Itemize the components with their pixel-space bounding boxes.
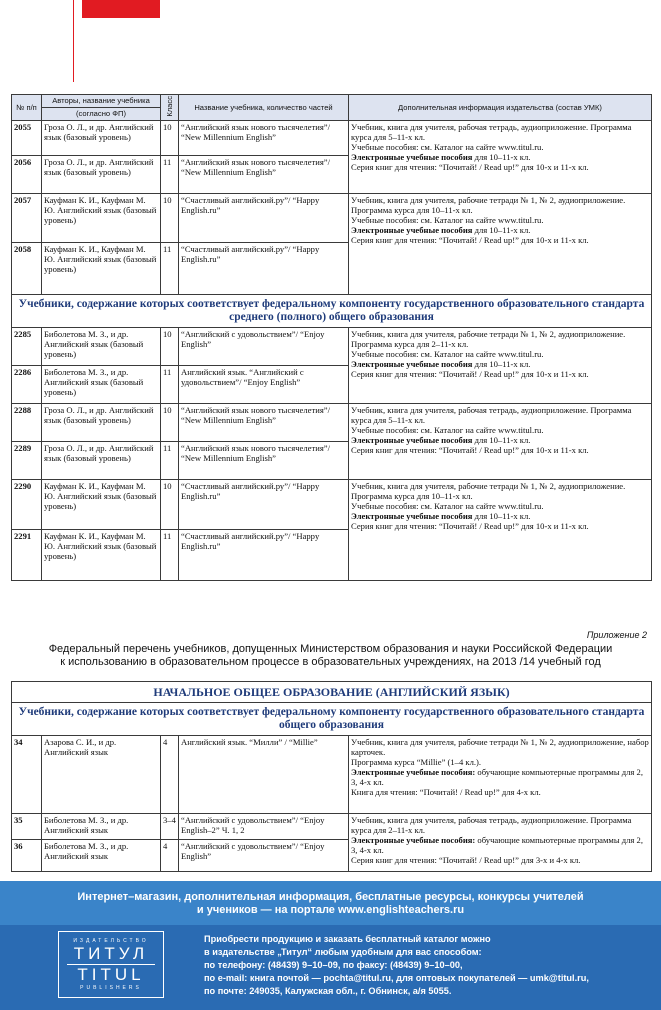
table-row: 2285 Биболетова М. З., и др. Английский язык (базовый уровень) 10 “Английский с удовольствием”/ “Enjoy English” Учебник, книга для учителя, рабочие тетради № 1, № 2, аудиоприложение. Программа курса для 2–11-х кл. Учебные пособия: см. Каталог на сайте www.titul.ru. Электронные учебные пособия для 10–11-х кл. Серия книг для чтения: “Почитай! / Read up!” для 10-х и 11-х кл. bbox=[12, 327, 652, 365]
footer-banner: Интернет–магазин, дополнительная информация, бесплатные ресурсы, конкурсы учителей и учеников — на портале www.englishteachers.ru bbox=[0, 881, 661, 925]
header-fp: (согласно ФП) bbox=[42, 107, 161, 120]
info-cell: Учебник, книга для учителя, рабочие тетради № 1, № 2, аудиоприложение, набор карточек. Программа курса “Millie” (1–4 кл.). Электронные учебные пособия: обучающие компьютерные программы для 2, 3, 4-х кл. Книга для чтения: “Почитай! / Read up!” для 4-х кл. bbox=[349, 736, 652, 814]
info-cell: Учебник, книга для учителя, рабочая тетрадь, аудиоприложение. Программа курса для 5–11-х кл. Учебные пособия: см. Каталог на сайте www.titul.ru. Электронные учебные пособия для 10–11-х кл. Серия книг для чтения: “Почитай! / Read up!” для 10-х и 11-х кл. bbox=[349, 120, 652, 193]
section-heading: Учебники, содержание которых соответствует федеральному компоненту государственного образовательного стандарта среднего (полного) общего образования bbox=[12, 294, 652, 327]
appendix-title: Федеральный перечень учебников, допущенных Министерством образования и науки Российской Федерации к использованию в образовательном процессе в образовательных учреждениях, на 2013 /14 учебный год bbox=[48, 643, 613, 668]
table-row: 34 Азарова С. И., и др. Английский язык 4 Английский язык. “Милли” / “Millie” Учебник, книга для учителя, рабочие тетради № 1, № 2, аудиоприложение, набор карточек. Программа курса “Millie” (1–4 кл.). Электронные учебные пособия: обучающие компьютерные программы для 2, 3, 4-х кл. Книга для чтения: “Почитай! / Read up!” для 4-х кл. bbox=[12, 736, 652, 814]
header-info: Дополнительная информация издательства (состав УМК) bbox=[349, 95, 652, 121]
table-row: 2289 Гроза О. Л., и др. Английский язык (базовый уровень) 11 “Английский язык нового тысячелетия”/ “New Millennium English” bbox=[12, 441, 652, 479]
header-class: Класс bbox=[161, 95, 179, 121]
table-row: 2057 Кауфман К. И., Кауфман М. Ю. Английский язык (базовый уровень) 10 “Счастливый английский.ру”/ “Happy English.ru” Учебник, книга для учителя, рабочие тетради № 1, № 2, аудиоприложение. Программа курса для 10–11-х кл. Учебные пособия: см. Каталог на сайте www.titul.ru. Электронные учебные пособия для 10–11-х кл. Серия книг для чтения: “Почитай! / Read up!” для 10-х и 11-х кл. bbox=[12, 193, 652, 242]
table-row: 2056 Гроза О. Л., и др. Английский язык (базовый уровень) 11 “Английский язык нового тысячелетия”/ “New Millennium English” bbox=[12, 155, 652, 193]
table-row: 2058 Кауфман К. И., Кауфман М. Ю. Английский язык (базовый уровень) 11 “Счастливый английский.ру”/ “Happy English.ru” bbox=[12, 242, 652, 294]
textbook-table-senior bbox=[11, 94, 652, 581]
footer bbox=[0, 881, 661, 1010]
table-row: 36 Биболетова М. З., и др. Английский язык 4 “Английский с удовольствием”/ “Enjoy English” bbox=[12, 840, 652, 872]
corner-block bbox=[82, 0, 160, 18]
info-cell: Учебник, книга для учителя, рабочая тетрадь, аудиоприложение. Программа курса для 2–11-х кл. Электронные учебные пособия: обучающие компьютерные программы для 2, 3, 4-х кл. Серия книг для чтения: “Почитай! / Read up!” для 3-х и 4-х кл. bbox=[349, 814, 652, 872]
table-row: 2288 Гроза О. Л., и др. Английский язык (базовый уровень) 10 “Английский язык нового тысячелетия”/ “New Millennium English” Учебник, книга для учителя, рабочая тетрадь, аудиоприложение. Программа курса для 5–11-х кл. Учебные пособия: см. Каталог на сайте www.titul.ru. Электронные учебные пособия для 10–11-х кл. Серия книг для чтения: “Почитай! / Read up!” для 10-х и 11-х кл. bbox=[12, 403, 652, 441]
info-cell: Учебник, книга для учителя, рабочие тетради № 1, № 2, аудиоприложение. Программа курса для 10–11-х кл. Учебные пособия: см. Каталог на сайте www.titul.ru. Электронные учебные пособия для 10–11-х кл. Серия книг для чтения: “Почитай! / Read up!” для 10-х и 11-х кл. bbox=[349, 479, 652, 580]
corner-line bbox=[73, 0, 74, 82]
table-row: 2055 Гроза О. Л., и др. Английский язык (базовый уровень) 10 “Английский язык нового тысячелетия”/ “New Millennium English” Учебник, книга для учителя, рабочая тетрадь, аудиоприложение. Программа курса для 5–11-х кл. Учебные пособия: см. Каталог на сайте www.titul.ru. Электронные учебные пособия для 10–11-х кл. Серия книг для чтения: “Почитай! / Read up!” для 10-х и 11-х кл. bbox=[12, 120, 652, 155]
info-cell: Учебник, книга для учителя, рабочая тетрадь, аудиоприложение. Программа курса для 5–11-х кл. Учебные пособия: см. Каталог на сайте www.titul.ru. Электронные учебные пособия для 10–11-х кл. Серия книг для чтения: “Почитай! / Read up!” для 10-х и 11-х кл. bbox=[349, 403, 652, 479]
table-row: 2290 Кауфман К. И., Кауфман М. Ю. Английский язык (базовый уровень) 10 “Счастливый английский.ру”/ “Happy English.ru” Учебник, книга для учителя, рабочие тетради № 1, № 2, аудиоприложение. Программа курса для 10–11-х кл. Учебные пособия: см. Каталог на сайте www.titul.ru. Электронные учебные пособия для 10–11-х кл. Серия книг для чтения: “Почитай! / Read up!” для 10-х и 11-х кл. bbox=[12, 479, 652, 529]
info-cell: Учебник, книга для учителя, рабочие тетради № 1, № 2, аудиоприложение. Программа курса для 2–11-х кл. Учебные пособия: см. Каталог на сайте www.titul.ru. Электронные учебные пособия для 10–11-х кл. Серия книг для чтения: “Почитай! / Read up!” для 10-х и 11-х кл. bbox=[349, 327, 652, 403]
header-authors: Авторы, название учебника bbox=[42, 95, 161, 108]
table-row: 35 Биболетова М. З., и др. Английский язык 3–4 “Английский с удовольствием”/ “Enjoy English–2” Ч. 1, 2 Учебник, книга для учителя, рабочая тетрадь, аудиоприложение. Программа курса для 2–11-х кл. Электронные учебные пособия: обучающие компьютерные программы для 2, 3, 4-х кл. Серия книг для чтения: “Почитай! / Read up!” для 3-х и 4-х кл. bbox=[12, 814, 652, 840]
header-title: Название учебника, количество частей bbox=[179, 95, 349, 121]
level-heading: НАЧАЛЬНОЕ ОБЩЕЕ ОБРАЗОВАНИЕ (АНГЛИЙСКИЙ ЯЗЫК) bbox=[12, 682, 652, 703]
table-row: 2286 Биболетова М. З., и др. Английский язык (базовый уровень) 11 Английский язык. “Английский с удовольствием”/ “Enjoy English” bbox=[12, 365, 652, 403]
table-row: 2291 Кауфман К. И., Кауфман М. Ю. Английский язык (базовый уровень) 11 “Счастливый английский.ру”/ “Happy English.ru” bbox=[12, 529, 652, 580]
titul-logo: ИЗДАТЕЛЬСТВО ТИТУЛ TITUL PUBLISHERS bbox=[58, 931, 164, 998]
info-cell: Учебник, книга для учителя, рабочие тетради № 1, № 2, аудиоприложение. Программа курса для 10–11-х кл. Учебные пособия: см. Каталог на сайте www.titul.ru. Электронные учебные пособия для 10–11-х кл. Серия книг для чтения: “Почитай! / Read up!” для 10-х и 11-х кл. bbox=[349, 193, 652, 294]
contact-info: Приобрести продукцию и заказать бесплатный каталог можно в издательстве „Титул“ любым удобным для вас способом: по телефону: (48439) 9–10–09, по факсу: (48439) 9–10–00, по e-mail: книга почтой — pochta@titul.ru, для оптовых покупателей — umk@titul.ru, по почте: 249035, Калужская обл., г. Обнинск, а/я 5055. bbox=[204, 934, 589, 996]
appendix-label: Приложение 2 bbox=[586, 630, 647, 640]
table-header-row bbox=[12, 95, 652, 108]
textbook-table-primary bbox=[11, 681, 652, 872]
section-heading: Учебники, содержание которых соответствует федеральному компоненту государственного образовательного стандарта общего образования bbox=[12, 703, 652, 736]
header-num: № п/п bbox=[12, 95, 42, 121]
